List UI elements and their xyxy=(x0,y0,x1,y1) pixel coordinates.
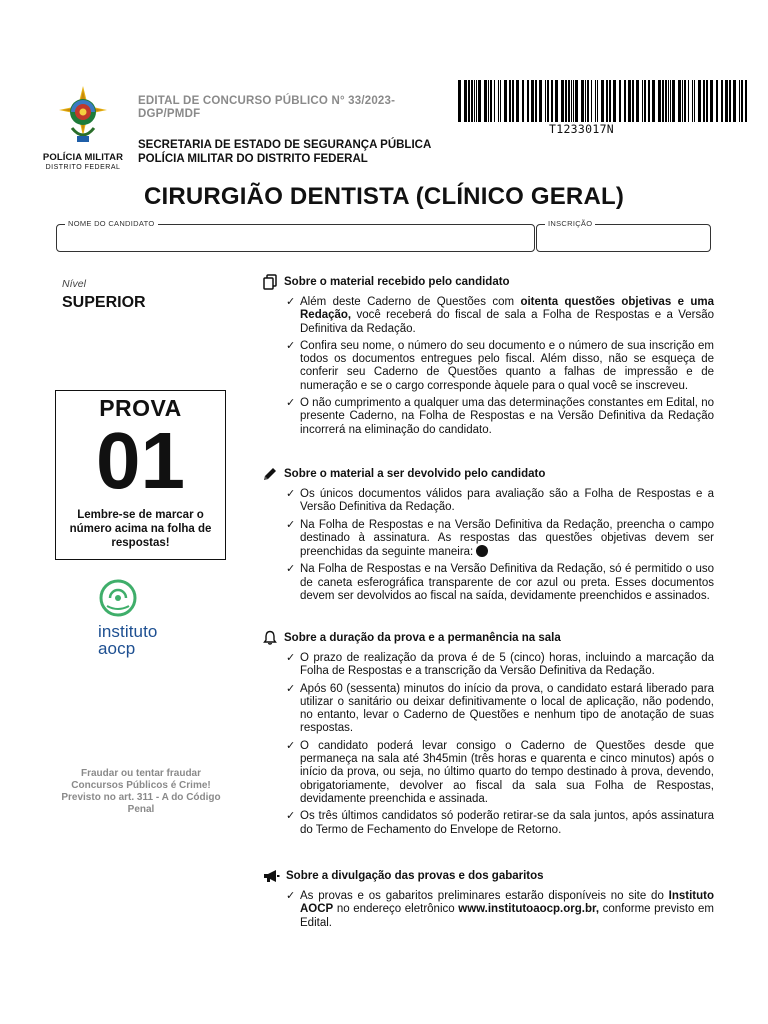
org-policia: POLÍCIA MILITAR DO DISTRITO FEDERAL xyxy=(138,153,368,165)
barcode-bar xyxy=(678,80,681,122)
barcode-bar xyxy=(488,80,489,122)
aocp-emblem-icon xyxy=(98,578,138,618)
barcode-bar xyxy=(512,80,514,122)
list-item: ✓ O prazo de realização da prova é de 5 (cinco) horas, incluindo a marcação da Folha de Respostas e a transcrição da Versão Definitiva da Redação. xyxy=(286,652,714,678)
barcode-bar xyxy=(484,80,487,122)
pmdf-emblem-icon xyxy=(57,84,109,150)
barcode-bar xyxy=(739,80,740,122)
barcode-bar xyxy=(648,80,650,122)
barcode-bar xyxy=(587,80,589,122)
barcode-bar xyxy=(609,80,611,122)
barcode-bar xyxy=(535,80,537,122)
barcode-bar xyxy=(494,80,495,122)
barcode-bar xyxy=(476,80,477,122)
barcode-bar xyxy=(619,80,621,122)
barcode-bar xyxy=(573,80,574,122)
nivel-label: Nível xyxy=(62,278,86,290)
barcode-bar xyxy=(471,80,473,122)
check-icon: ✓ xyxy=(286,682,296,695)
list-item: ✓ Na Folha de Respostas e na Versão Definitiva da Redação, só é permitido o uso de caneta esferográfica transparente de cor azul ou preta. Esses documentos devem ser devolvidos ao fiscal na saída, devidamente preenchidos e assinados. xyxy=(286,563,714,603)
barcode-bar xyxy=(606,80,608,122)
section-title: Sobre a duração da prova e a permanência na sala xyxy=(284,632,561,644)
barcode-bar xyxy=(464,80,467,122)
barcode-bar xyxy=(474,80,475,122)
check-icon: ✓ xyxy=(286,518,296,531)
inscricao-field[interactable] xyxy=(536,219,711,252)
barcode-bar xyxy=(555,80,558,122)
barcode-bar xyxy=(628,80,631,122)
prova-box xyxy=(55,390,226,560)
barcode-bar xyxy=(688,80,689,122)
section-duracao xyxy=(262,630,714,841)
list-item: ✓ O candidato poderá levar consigo o Caderno de Questões desde que permaneça na sala até 3h45min (três horas e quarenta e cinco minutos) após o início da prova, ou seja, no último quarto do tempo destinado à prova, devendo, obrigatoriamente, devolver ao fiscal da sala sua Folha de Respostas, devidamente preenchida e assinada. xyxy=(286,739,714,805)
section-header xyxy=(262,868,714,884)
barcode-bar xyxy=(601,80,604,122)
barcode-bar xyxy=(698,80,701,122)
barcode-bar xyxy=(632,80,634,122)
barcode-bar xyxy=(745,80,747,122)
barcode-bar xyxy=(458,80,461,122)
list-item: ✓ O não cumprimento a qualquer uma das determinações constantes em Edital, no presente Caderno, na Folha de Respostas e na Versão Definitiva da Redação incorrerá na eliminação do candidato. xyxy=(286,397,714,436)
barcode-bar xyxy=(721,80,723,122)
barcode-bar xyxy=(522,80,524,122)
barcode-bar xyxy=(591,80,592,122)
barcode xyxy=(456,80,752,122)
aocp-line2: aocp xyxy=(98,639,136,658)
barcode-bar xyxy=(682,80,683,122)
nivel-value: SUPERIOR xyxy=(62,294,146,311)
barcode-bar xyxy=(516,80,519,122)
section-title: Sobre a divulgação das provas e dos gabaritos xyxy=(286,870,544,882)
section-header xyxy=(262,274,714,290)
barcode-bar xyxy=(561,80,564,122)
barcode-bar xyxy=(670,80,671,122)
section-material-recebido xyxy=(262,274,714,441)
check-icon: ✓ xyxy=(286,296,296,308)
prova-label: PROVA xyxy=(99,395,182,421)
list-item: ✓ Os três últimos candidatos só poderão retirar-se da sala juntos, após assinatura do Termo de Fechamento do Envelope de Retorno. xyxy=(286,810,714,836)
barcode-bar xyxy=(644,80,646,122)
fraud-warning: Fraudar ou tentar fraudar Concursos Públicos é Crime! Previsto no art. 311 - A do Código Penal xyxy=(61,768,221,815)
barcode-bar xyxy=(581,80,584,122)
section-header xyxy=(262,630,714,646)
barcode-bar xyxy=(703,80,705,122)
section-title: Sobre o material a ser devolvido pelo candidato xyxy=(284,468,546,480)
barcode-bar xyxy=(568,80,570,122)
barcode-bar xyxy=(636,80,639,122)
barcode-bar xyxy=(658,80,661,122)
barcode-bar xyxy=(527,80,529,122)
barcode-bar xyxy=(575,80,578,122)
copy-icon xyxy=(262,274,278,290)
aocp-line1: instituto xyxy=(98,622,158,641)
barcode-bar xyxy=(539,80,542,122)
list-item: ✓ As provas e os gabaritos preliminares estarão disponíveis no site do Instituto AOCP no endereço eletrônico www.institutoaocp.org.br, conforme previsto em Edital. xyxy=(286,890,715,929)
barcode-bar xyxy=(597,80,598,122)
barcode-bar xyxy=(478,80,481,122)
barcode-bar xyxy=(585,80,586,122)
exam-title: CIRURGIÃO DENTISTA (CLÍNICO GERAL) xyxy=(143,183,625,210)
barcode-bar xyxy=(490,80,492,122)
check-icon: ✓ xyxy=(286,810,296,823)
logo-subtitle: DISTRITO FEDERAL xyxy=(45,164,121,171)
bell-icon xyxy=(262,630,278,646)
barcode-bar xyxy=(729,80,731,122)
barcode-bar xyxy=(672,80,675,122)
section-title: Sobre o material recebido pelo candidato xyxy=(284,276,510,288)
pencil-icon xyxy=(262,466,278,482)
barcode-bar xyxy=(668,80,669,122)
barcode-bar xyxy=(509,80,511,122)
barcode-bar xyxy=(706,80,708,122)
inscricao-label: INSCRIÇÃO xyxy=(545,219,595,228)
list-item: ✓ Confira seu nome, o número do seu documento e o número de sua inscrição em todos os documentos entregues pelo fiscal. Além disso, não se esqueça de conferir seu Caderno de Questões quanto a falhas de impressão e de numeração e se o cargo corresponde àquele para o qual você se inscreveu. xyxy=(286,339,714,392)
check-icon: ✓ xyxy=(286,739,296,752)
candidate-name-label: NOME DO CANDIDATO xyxy=(65,219,158,228)
edital-number: EDITAL DE CONCURSO PÚBLICO N° 33/2023-DGP/PMDF xyxy=(138,95,396,120)
check-icon: ✓ xyxy=(286,890,296,902)
section-divulgacao xyxy=(262,868,714,934)
barcode-bar xyxy=(547,80,549,122)
barcode-bar xyxy=(692,80,693,122)
prova-number: 01 xyxy=(96,416,185,505)
barcode-bar xyxy=(468,80,470,122)
barcode-bar xyxy=(498,80,499,122)
barcode-bar xyxy=(613,80,616,122)
check-icon: ✓ xyxy=(286,488,296,500)
filled-bubble-icon xyxy=(476,545,488,557)
barcode-bar xyxy=(565,80,567,122)
barcode-bar xyxy=(531,80,534,122)
barcode-bar xyxy=(684,80,686,122)
organization xyxy=(138,138,478,166)
instituto-aocp-logo xyxy=(98,578,198,658)
list-item: ✓ Após 60 (sessenta) minutos do início da prova, o candidato estará liberado para utilizar o sanitário ou deixar definitivamente o local de aplicação, não podendo, no entanto, levar o Caderno de Questões e nenhum tipo de anotação de suas respostas. xyxy=(286,682,714,735)
prova-note: Lembre-se de marcar o número acima na folha de respostas! xyxy=(69,509,212,549)
barcode-bar xyxy=(710,80,713,122)
barcode-text: T1233017N xyxy=(549,122,615,136)
barcode-bar xyxy=(725,80,728,122)
check-icon: ✓ xyxy=(286,397,296,410)
barcode-bar xyxy=(500,80,501,122)
pmdf-logo xyxy=(38,84,128,180)
logo-title: POLÍCIA MILITAR xyxy=(42,152,124,163)
check-icon: ✓ xyxy=(286,652,296,664)
candidate-name-field[interactable] xyxy=(56,219,535,252)
check-icon: ✓ xyxy=(286,339,296,352)
check-icon: ✓ xyxy=(286,563,296,576)
barcode-bar xyxy=(733,80,736,122)
barcode-bar xyxy=(571,80,572,122)
barcode-bar xyxy=(652,80,655,122)
barcode-bar xyxy=(624,80,626,122)
list-item: ✓ Na Folha de Respostas e na Versão Definitiva da Redação, preencha o campo destinado à assinatura. As respostas das questões objetivas devem ser preenchidas da seguinte maneira: xyxy=(286,518,714,559)
barcode-bar xyxy=(642,80,643,122)
org-secretaria: SECRETARIA DE ESTADO DE SEGURANÇA PÚBLICA xyxy=(138,139,432,151)
section-header xyxy=(262,466,714,482)
section-material-devolvido xyxy=(262,466,714,607)
barcode-bar xyxy=(551,80,553,122)
list-item: ✓ Os únicos documentos válidos para avaliação são a Folha de Respostas e a Versão Definitiva da Redação. xyxy=(286,488,714,514)
barcode-bar xyxy=(665,80,667,122)
barcode-bar xyxy=(545,80,546,122)
barcode-bar xyxy=(595,80,596,122)
barcode-bar xyxy=(662,80,664,122)
megaphone-icon xyxy=(262,868,280,884)
barcode-bar xyxy=(504,80,507,122)
barcode-bar xyxy=(741,80,743,122)
barcode-bar xyxy=(694,80,695,122)
list-item: ✓ Além deste Caderno de Questões com oitenta questões objetivas e uma Redação, você receberá do fiscal de sala a Folha de Respostas e a Versão Definitiva da Redação. xyxy=(286,296,715,335)
barcode-bar xyxy=(716,80,718,122)
